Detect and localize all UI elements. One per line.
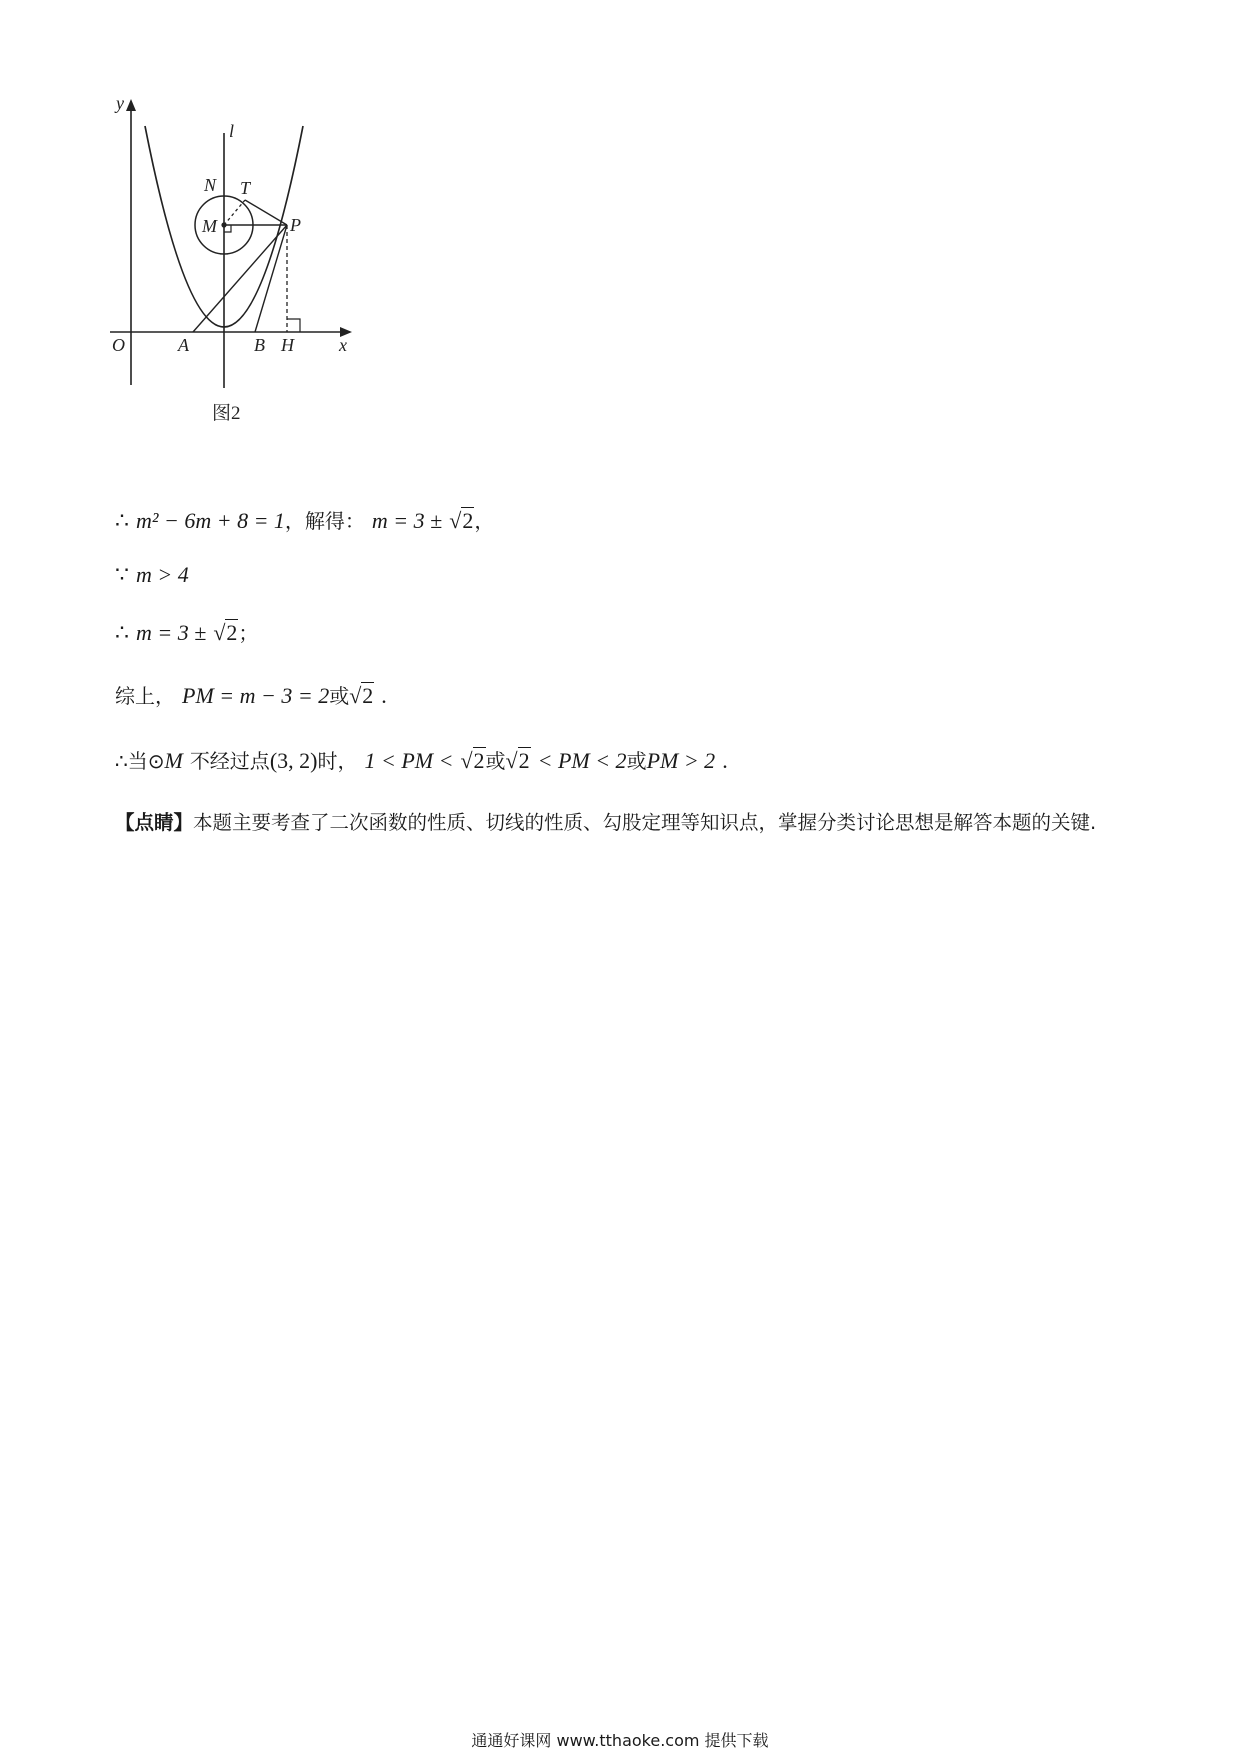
sqrt-expression: √2 [505, 748, 530, 773]
range-3: PM > 2 [646, 748, 716, 773]
therefore-symbol: ∴ [115, 508, 129, 533]
segment-mt [224, 200, 245, 225]
label-a: A [178, 335, 189, 355]
result: m = 3 ± [371, 508, 443, 533]
solution-line-3: ∴ m = 3 ± √2； [115, 618, 258, 649]
sqrt-expression: √2 [460, 748, 485, 773]
right-angle-h [287, 319, 300, 332]
comment-text: 本题主要考查了二次函数的性质、切线的性质、勾股定理等知识点，掌握分类讨论思想是解答本题的关键. [193, 811, 1097, 834]
solution-line-1: ∴ m² − 6m + 8 = 1，解得： m = 3 ± √2， [115, 506, 494, 537]
figure-caption: 图2 [212, 403, 241, 424]
summary-text: 综上， [115, 684, 175, 708]
range-2: < PM < 2 [537, 748, 627, 773]
geometry-figure [100, 95, 420, 440]
segment-pa [193, 225, 287, 332]
segment-pb [255, 225, 287, 332]
equation: m² − 6m + 8 = 1 [136, 508, 285, 533]
label-m: M [202, 216, 217, 236]
label-n: N [204, 175, 217, 195]
label-l: l [229, 121, 235, 141]
footer: 通通好课网 www.tthaoke.com 提供下载 [471, 1731, 769, 1750]
solution-line-5: ∴当⊙M 不经过点(3, 2)时， 1 < PM < √2或√2 < PM < 2或PM > 2 . [115, 746, 728, 777]
label-p: P [290, 215, 301, 235]
result: m = 3 ± [136, 620, 207, 645]
parabola-diagram [100, 95, 420, 440]
solution-line-4: 综上， PM = m − 3 = 2或√2 . [115, 681, 387, 712]
label-o: O [112, 335, 125, 355]
label-h: H [281, 335, 294, 355]
solution-line-2 [115, 560, 189, 591]
because-symbol: ∵ [115, 562, 129, 587]
equation: PM = m − 3 = 2 [182, 683, 330, 708]
comment-block [115, 800, 1125, 846]
point-coordinates: (3, 2) [269, 748, 318, 773]
solve-text: ，解得： [284, 509, 365, 533]
sqrt-expression: √2 [349, 683, 374, 708]
label-y: y [116, 95, 124, 113]
range-1: 1 < PM < [364, 748, 454, 773]
therefore-symbol: ∴ [115, 620, 129, 645]
sqrt-expression: √2 [449, 508, 474, 533]
sqrt-expression: √2 [213, 620, 238, 645]
label-b: B [254, 335, 265, 355]
label-t: T [240, 178, 251, 198]
label-x: x [339, 335, 347, 355]
y-axis-arrow [126, 99, 136, 111]
condition: m > 4 [136, 562, 189, 587]
comment-tag: 【点睛】 [115, 811, 194, 834]
tangent-pt [245, 200, 287, 225]
